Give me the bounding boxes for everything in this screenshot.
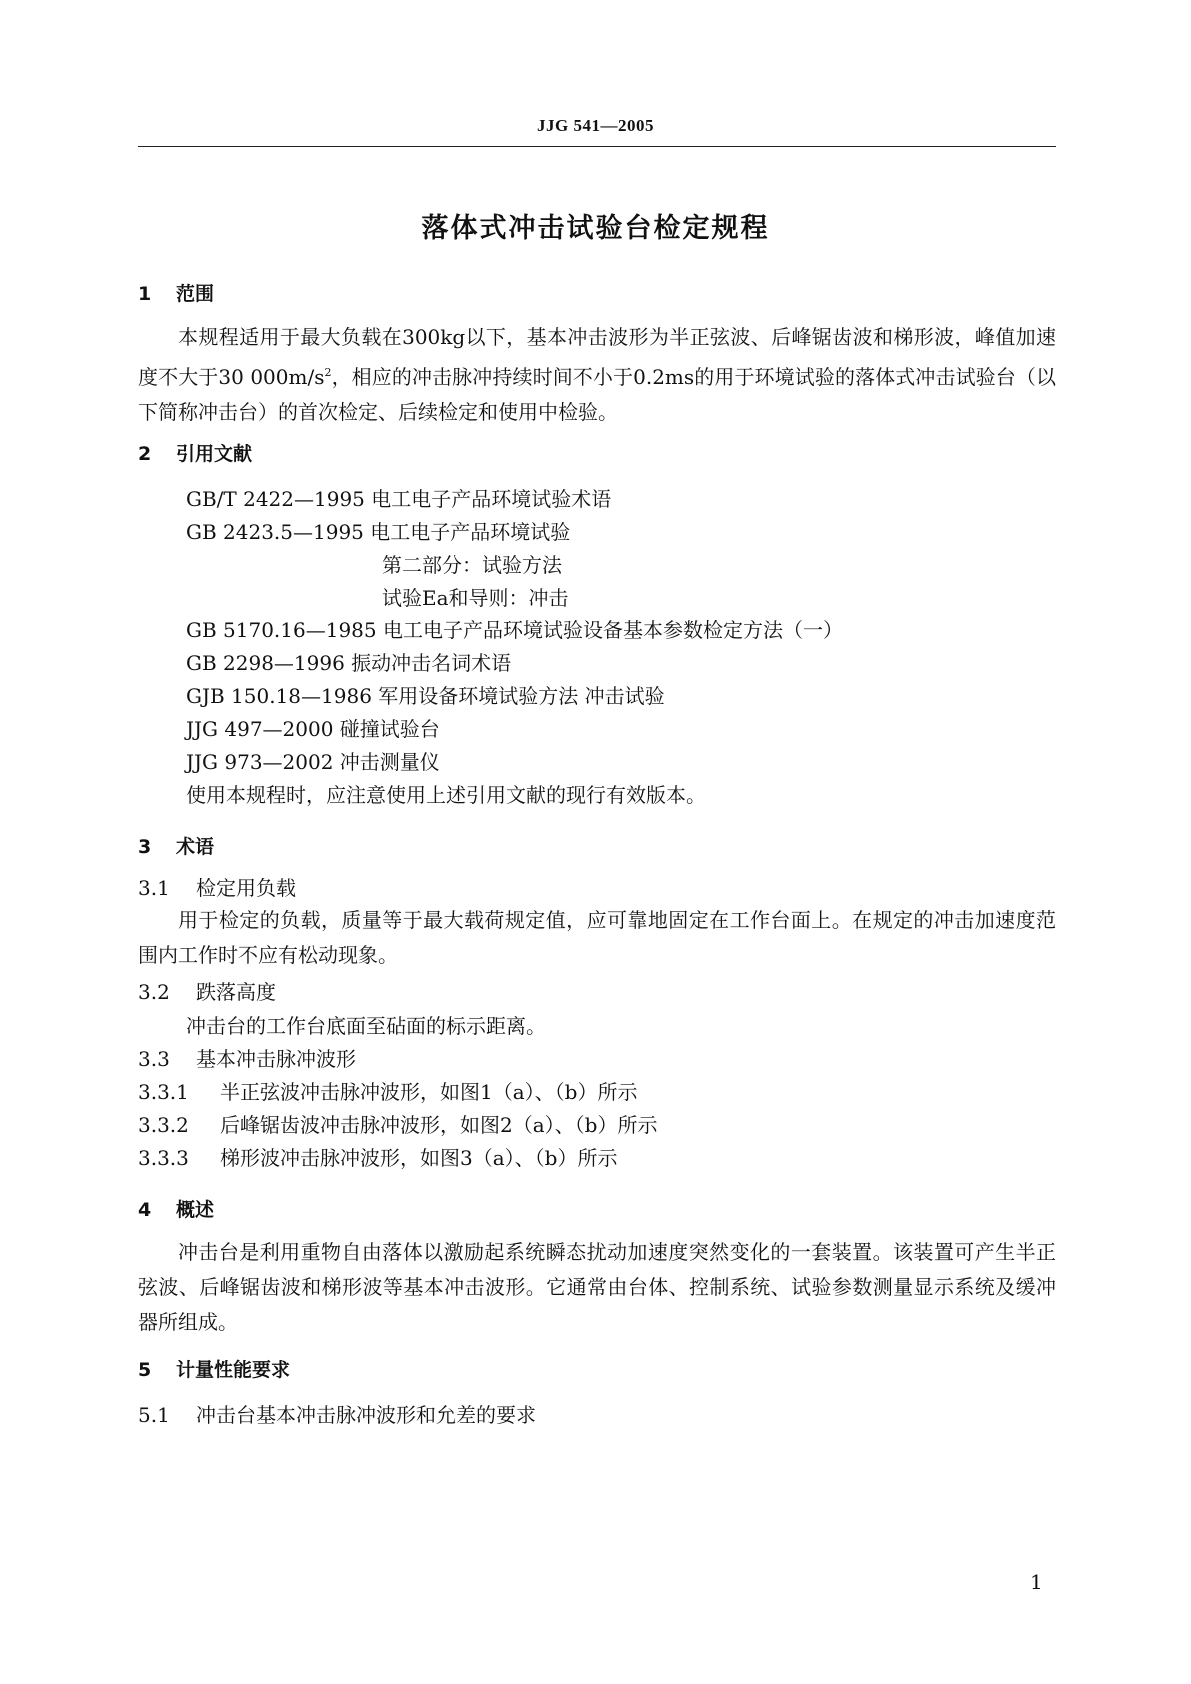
- section-title: 范围: [176, 283, 215, 305]
- section-number: 4: [138, 1199, 152, 1221]
- page-title: 落体式冲击试验台检定规程: [421, 213, 770, 244]
- section-1-paragraph: 本规程适用于最大负载在300kg以下，基本冲击波形为半正弦波、后峰锯齿波和梯形波，峰值加速度不大于30 $000m/s^2$，相应的冲击脉冲持续时间不小于0.2ms的用于环境试验的落体式冲击试验台（以下简称冲击台）的首次检定、后续检定和使用中检验。: [138, 325, 1056, 424]
- section-4-heading: [138, 1195, 214, 1222]
- clause-3-3-2-heading: 3.3.2 后峰锯齿波冲击脉冲波形，如图2（a）、（b）所示: [138, 1113, 658, 1137]
- clause-3-3-heading: 3.3 基本冲击脉冲波形: [138, 1047, 356, 1071]
- section-2-heading: [138, 439, 252, 466]
- reference-item: GB 2298—1996 振动冲击名词术语: [186, 651, 512, 675]
- section-title: 术语: [176, 836, 215, 858]
- section-title: 计量性能要求: [176, 1359, 291, 1381]
- clause-5-1-heading: 5.1 冲击台基本冲击脉冲波形和允差的要求: [138, 1403, 536, 1427]
- section-title: 引用文献: [176, 443, 253, 465]
- section-number: 5: [138, 1359, 152, 1381]
- section-number: 1: [138, 283, 152, 305]
- clause-3-3-1-heading: 3.3.1 半正弦波冲击脉冲波形，如图1（a）、（b）所示: [138, 1080, 638, 1104]
- reference-item: GB/T 2422—1995 电工电子产品环境试验术语: [186, 487, 612, 511]
- reference-item: GJB 150.18—1986 军用设备环境试验方法 冲击试验: [186, 684, 665, 708]
- document-code-header: JJG 541—2005: [537, 116, 654, 135]
- section-4-paragraph: 冲击台是利用重物自由落体以激励起系统瞬态扰动加速度突然变化的一套装置。该装置可产生半正弦波、后峰锯齿波和梯形波等基本冲击波形。它通常由台体、控制系统、试验参数测量显示系统及缓冲器所组成。: [138, 1240, 1056, 1334]
- section-1-heading: [138, 279, 214, 306]
- header-rule: [138, 146, 1056, 147]
- reference-item-subline: 第二部分：试验方法: [382, 553, 562, 577]
- clause-3-1-heading: 3.1 检定用负载: [138, 876, 296, 900]
- page-number: 1: [1030, 1570, 1043, 1594]
- clause-3-2-heading: 3.2 跌落高度: [138, 980, 276, 1004]
- section-title: 概述: [176, 1199, 215, 1221]
- reference-item: JJG 497—2000 碰撞试验台: [186, 717, 440, 741]
- reference-item: GB 5170.16—1985 电工电子产品环境试验设备基本参数检定方法（一）: [186, 618, 843, 642]
- reference-item: JJG 973—2002 冲击测量仪: [186, 750, 440, 774]
- reference-item-subline: 试验Ea和导则：冲击: [382, 586, 569, 610]
- section-3-heading: [138, 832, 214, 859]
- clause-3-2-paragraph: 冲击台的工作台底面至砧面的标示距离。: [186, 1014, 546, 1038]
- reference-item: GB 2423.5—1995 电工电子产品环境试验: [186, 520, 571, 544]
- section-number: 3: [138, 836, 152, 858]
- section-number: 2: [138, 443, 152, 465]
- reference-note: 使用本规程时，应注意使用上述引用文献的现行有效版本。: [186, 783, 706, 807]
- clause-3-3-3-heading: 3.3.3 梯形波冲击脉冲波形，如图3（a）、（b）所示: [138, 1146, 618, 1170]
- section-5-heading: [138, 1355, 290, 1382]
- clause-3-1-paragraph: 用于检定的负载，质量等于最大载荷规定值，应可靠地固定在工作台面上。在规定的冲击加速度范围内工作时不应有松动现象。: [138, 908, 1056, 967]
